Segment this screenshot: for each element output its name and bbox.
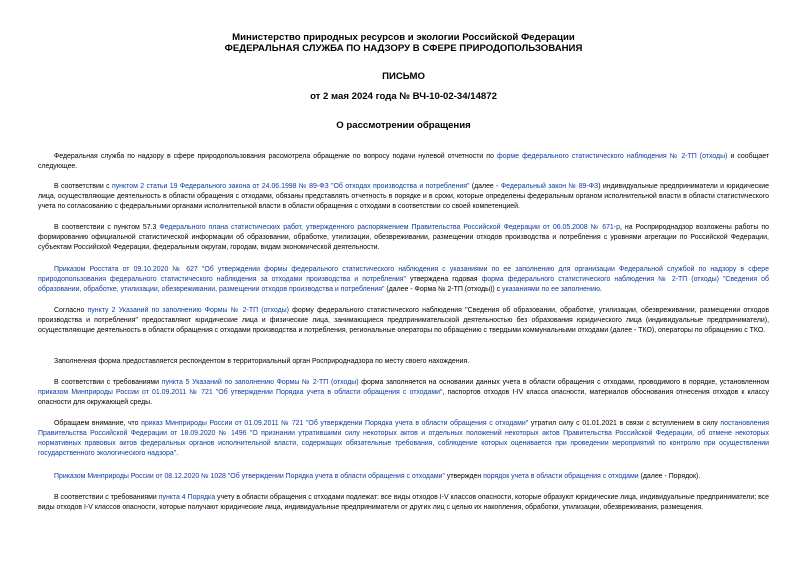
- paragraph-text: (далее - Форма № 2-ТП (отходы)) с: [384, 285, 503, 293]
- link-order-721[interactable]: приказом Минприроды России от 01.09.2011 № 721 "Об утверждении Порядка учета в области обращения с отходами": [38, 388, 443, 396]
- link-instructions[interactable]: указаниями по ее заполнению: [502, 285, 600, 293]
- link-federal-plan[interactable]: Федерального плана статистических работ, утвержденного распоряжением Правительства Российской Федерации от 06.05.2008 № 671-р: [159, 224, 620, 231]
- paragraph-text: Обращаем внимание, что: [54, 420, 142, 427]
- paragraph-text: Согласно: [54, 307, 88, 314]
- paragraph-text: .: [176, 449, 179, 457]
- ministry-name: Министерство природных ресурсов и экологии Российской Федерации: [232, 32, 575, 43]
- paragraph-text: (далее - Порядок).: [638, 473, 701, 480]
- link-law-89fz-article[interactable]: пунктом 2 статьи 19 Федерального закона от 24.06.1998 № 89-ФЗ "Об отходах производства и потребления": [111, 183, 470, 190]
- paragraph-10: [38, 493, 769, 513]
- link-procedure-item-4[interactable]: пункта 4 Порядка: [158, 494, 216, 501]
- paragraph-text: В соответствии с требованиями: [54, 379, 162, 386]
- paragraph-text: .: [599, 285, 602, 293]
- paragraph-text: утверждена годовая: [406, 275, 482, 283]
- paragraph-text: учету в области обращения с отходами подлежат: все виды отходов I-V классов опасности, которые образуют юридические лица, индивидуальные предприниматели; все виды отходов I-V классов опасности, которые получают юридические лица, индивидуальные предприниматели от других лиц с целью их накопления, обработки, утилизации, обезвреживания, размещения.: [38, 494, 770, 511]
- paragraph-7: [38, 378, 769, 408]
- paragraph-text: и сообщает следующее.: [38, 153, 769, 170]
- paragraph-text: форма заполняется на основании данных учета в области обращения с отходами, проводимого в порядке, установленном: [358, 379, 770, 386]
- paragraph-text: (далее -: [469, 183, 501, 190]
- document-subject: О рассмотрении обращения: [336, 120, 471, 131]
- link-instructions-item-5[interactable]: пункта 5 Указаний по заполнению Формы № 2-ТП (отходы): [161, 379, 359, 386]
- link-order-721-repealed[interactable]: приказ Минприроды России от 01.09.2011 № 721 "Об утверждении Порядка учета в области обращения с отходами": [141, 420, 529, 427]
- paragraph-text: Федеральная служба по надзору в сфере природопользования рассмотрела обращение по вопросу подачи нулевой отчетности по: [54, 153, 497, 160]
- link-accounting-procedure[interactable]: порядок учета в области обращения с отходами: [483, 473, 639, 480]
- link-law-89fz[interactable]: Федеральный закон № 89-ФЗ: [500, 183, 599, 190]
- paragraph-text: Заполненная форма предоставляется респондентом в территориальный орган Росприроднадзора по месту своего нахождения.: [54, 358, 470, 365]
- document-type: ПИСЬМО: [382, 71, 425, 82]
- paragraph-text: , на Росприроднадзор возложены работы по формированию официальной статистической информации об образовании, обработке, утилизации, обезвреживании, размещении отходов производства и потребления с уровнями агрегации по Российской Федерации, субъектам Российской Федерации, федеральным округам, городам, видам экономической деятельности.: [38, 224, 769, 251]
- paragraph-3: [38, 223, 769, 253]
- paragraph-text: В соответствии с пунктом 57.3: [54, 224, 160, 231]
- paragraph-8: [38, 419, 769, 459]
- paragraph-6: [38, 357, 769, 367]
- service-name: ФЕДЕРАЛЬНАЯ СЛУЖБА ПО НАДЗОРУ В СФЕРЕ ПРИРОДОПОЛЬЗОВАНИЯ: [224, 43, 583, 54]
- paragraph-text: В соответствии с: [54, 183, 112, 190]
- paragraph-2: [38, 182, 769, 212]
- paragraph-text: утратил силу с 01.01.2021 в связи с вступлением в силу: [528, 420, 721, 427]
- paragraph-5: [38, 306, 769, 336]
- link-form-2tp-title[interactable]: форма федерального статистического наблюдения № 2-ТП (отходы) "Сведения об образовании, обработке, утилизации, обезвреживании, размещении отходов производства и потребления": [38, 275, 769, 293]
- paragraph-4: [38, 265, 769, 295]
- link-form-2tp[interactable]: форме федерального статистического наблюдения № 2-ТП (отходы): [496, 153, 728, 160]
- paragraph-text: форму федерального статистического наблюдения "Сведения об образовании, обработке, утилизации, обезвреживании, размещении отходов производства и потребления" предоставляют юридические лица и физические лица, занимающиеся предпринимательской деятельностью без образования юридического лица (индивидуальные предприниматели), осуществляющие деятельность в области обращения с отходами производства и потребления, региональные операторы по обращению с твердыми коммунальными отходами (далее - ТКО), операторы по обращению с ТКО.: [38, 307, 770, 334]
- paragraph-1: [38, 152, 769, 172]
- paragraph-text: , паспортов отходов I-IV класса опасности, материалов обоснования отнесения отходов к классу опасности для окружающей среды.: [38, 388, 769, 406]
- paragraph-text: утвержден: [444, 473, 484, 480]
- paragraph-9: [38, 472, 769, 482]
- link-instructions-item-2[interactable]: пункту 2 Указаний по заполнению Формы № 2-ТП (отходы): [87, 307, 289, 314]
- link-rosstat-order[interactable]: Приказом Росстата от 09.10.2020 № 627 "Об утверждении формы федерального статистического наблюдения с указаниями по ее заполнению для организации Федеральной службой по надзору в сфере природопользования федерального статистического наблюдения за отходами производства и потребления": [38, 266, 769, 283]
- document-date-number: от 2 мая 2024 года № ВЧ-10-02-34/14872: [310, 91, 497, 102]
- paragraph-text: В соответствии с требованиями: [54, 494, 159, 501]
- link-order-1028[interactable]: Приказом Минприроды России от 08.12.2020 № 1028 "Об утверждении Порядка учета в области обращения с отходами": [54, 473, 445, 480]
- paragraph-text: ) индивидуальные предприниматели и юридические лица, осуществляющие деятельность в области обращения с отходами, обязаны представлять отчетность в порядке и в сроки, которые определены федеральным органом исполнительной власти в области статистического учета по согласованию с федеральными органами исполнительной власти в области обращения с отходами в соответствии со своей компетенцией.: [38, 183, 769, 210]
- link-resolution-1496[interactable]: постановления Правительства Российской Федерации от 18.09.2020 № 1496 "О признании утратившими силу некоторых актов и отдельных положений некоторых актов Правительства Российской Федерации, об отмене некоторых нормативных правовых актов федеральных органов исполнительной власти, содержащих обязательные требования, соблюдение которых оценивается при проведении мероприятий по контролю при осуществлении государственного экологического надзора": [38, 420, 769, 457]
